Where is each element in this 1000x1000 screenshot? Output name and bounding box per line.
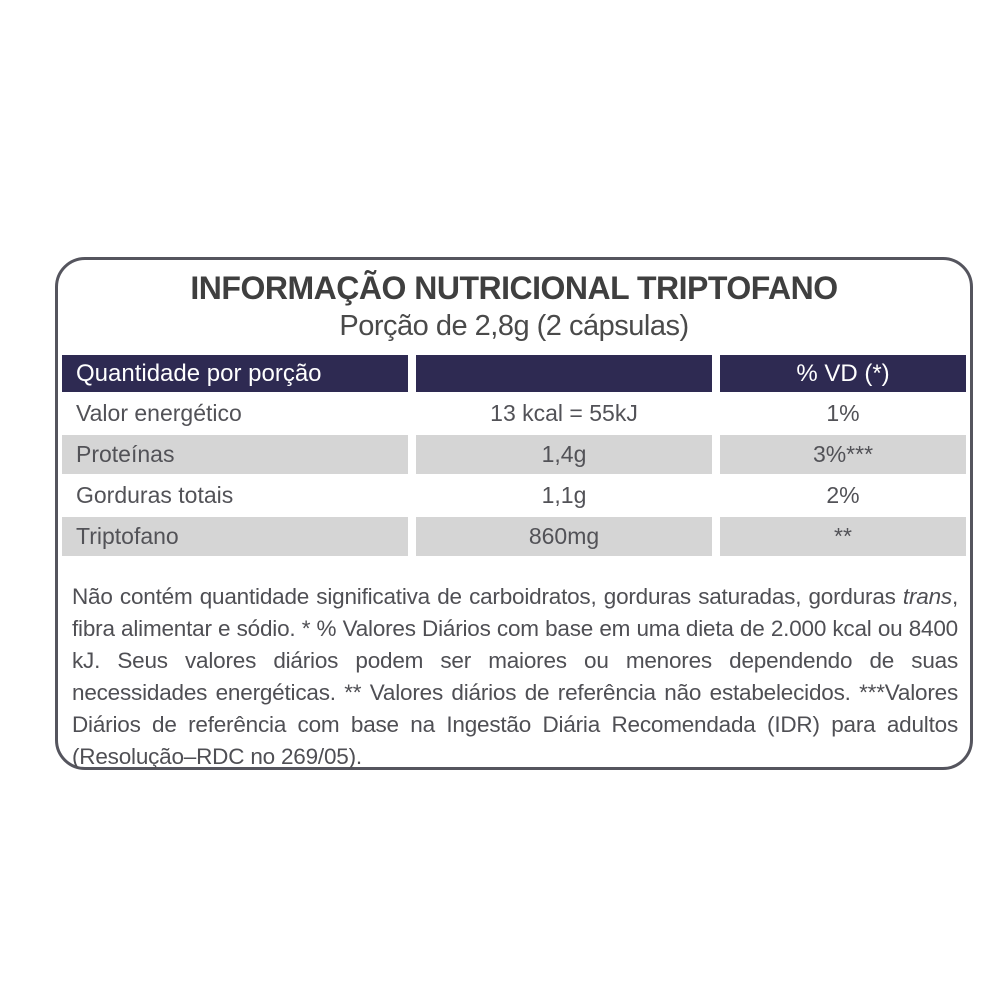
footnote-part2: , fibra alimentar e sódio. * % Valores Diários com base em uma dieta de 2.000 kcal ou 8400 kJ. Seus valores diários podem ser maiores ou menores dependendo de suas necessidades energéticas. ** Valores diários de referência não estabelecidos. ***Valores Diários de referência com base na Ingestão Diária Recomendada (IDR) para adultos (Resolução–RDC no 269/05). <box>72 584 958 769</box>
nutrient-amount: 1,1g <box>541 482 587 508</box>
nutrition-label-panel <box>55 257 973 770</box>
table-row-protein <box>62 435 966 474</box>
table-row-energy <box>62 394 966 433</box>
footnote-trans-italic: trans <box>902 584 952 609</box>
label-subtitle: Porção de 2,8g (2 cápsulas) <box>339 310 689 342</box>
nutrient-amount: 1,4g <box>416 435 712 474</box>
column-header-daily-value: % VD (*) <box>720 355 966 392</box>
nutrient-amount: 13 kcal = 55kJ <box>490 400 638 426</box>
nutrient-daily-value: 3%*** <box>720 435 966 474</box>
column-header-quantity-per-serving: Quantidade por porção <box>62 355 408 392</box>
nutrient-name: Triptofano <box>62 517 408 556</box>
label-title: INFORMAÇÃO NUTRICIONAL TRIPTOFANO <box>190 270 838 306</box>
table-header-row <box>62 355 966 392</box>
table-row-tryptophan <box>62 517 966 556</box>
nutrient-daily-value: 2% <box>826 482 860 508</box>
nutrient-daily-value: ** <box>720 517 966 556</box>
footnote-part1: Não contém quantidade significativa de carboidratos, gorduras saturadas, gorduras <box>72 584 903 609</box>
nutrient-name: Valor energético <box>76 400 242 426</box>
footnote-text <box>72 581 958 773</box>
nutrient-amount: 860mg <box>416 517 712 556</box>
nutrition-table <box>62 355 966 556</box>
nutrient-daily-value: 1% <box>826 400 860 426</box>
column-header-amount <box>416 355 712 392</box>
nutrient-name: Proteínas <box>62 435 408 474</box>
table-row-total-fat <box>62 476 966 515</box>
nutrient-name: Gorduras totais <box>76 482 234 508</box>
